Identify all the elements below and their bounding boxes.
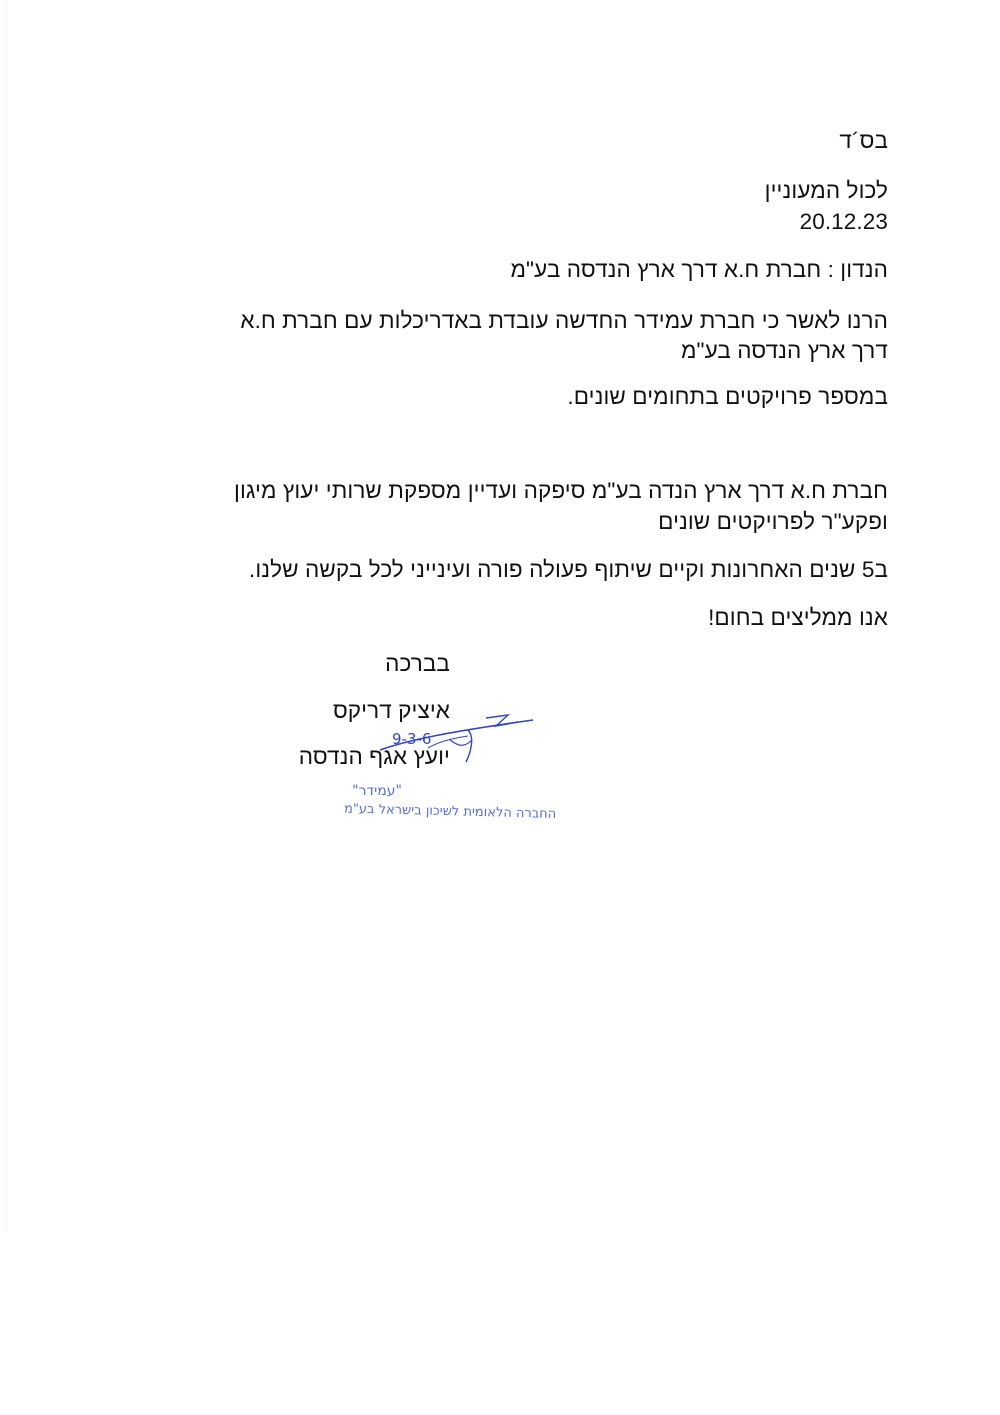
paragraph-3: ב5 שנים האחרונות וקיים שיתוף פעולה פורה ועינייני לכל בקשה שלנו. xyxy=(249,557,888,582)
paragraph-4: אנו ממליצים בחום! xyxy=(708,605,888,630)
letter-date: 20.12.23 xyxy=(799,209,888,234)
stamp-title: "עמידר" xyxy=(352,783,402,799)
company-stamp xyxy=(288,782,556,832)
handwritten-signature xyxy=(368,710,538,768)
recipient-line: לכול המעוניין xyxy=(764,178,888,203)
closing-greeting: בברכה xyxy=(385,651,450,676)
paragraph-2-line-1: חברת ח.א דרך ארץ הנדה בע"מ סיפקה ועדיין מספקת שרותי יעוץ מיגון xyxy=(234,478,888,503)
paragraph-1-line-2: דרך ארץ הנדסה בע"מ xyxy=(680,338,888,363)
stamp-subtitle: החברה הלאומית לשיכון בישראל בע"מ xyxy=(343,801,557,822)
header-bsd: בס´ד xyxy=(839,128,888,153)
paragraph-1-line-3: במספר פרויקטים בתחומים שונים. xyxy=(567,384,888,409)
signer-name: איציק דריקס xyxy=(332,698,450,723)
subject-line: הנדון : חברת ח.א דרך ארץ הנדסה בע"מ xyxy=(510,257,888,282)
paragraph-1-line-1: הרנו לאשר כי חברת עמידר החדשה עובדת באדריכלות עם חברת ח.א xyxy=(240,308,888,333)
signature-date: 9-3-6 xyxy=(392,730,432,748)
signer-title: יועץ אגף הנדסה xyxy=(298,744,450,769)
scan-edge-line xyxy=(6,0,7,1230)
paragraph-2-line-2: ופקע"ר לפרויקטים שונים xyxy=(658,509,888,534)
